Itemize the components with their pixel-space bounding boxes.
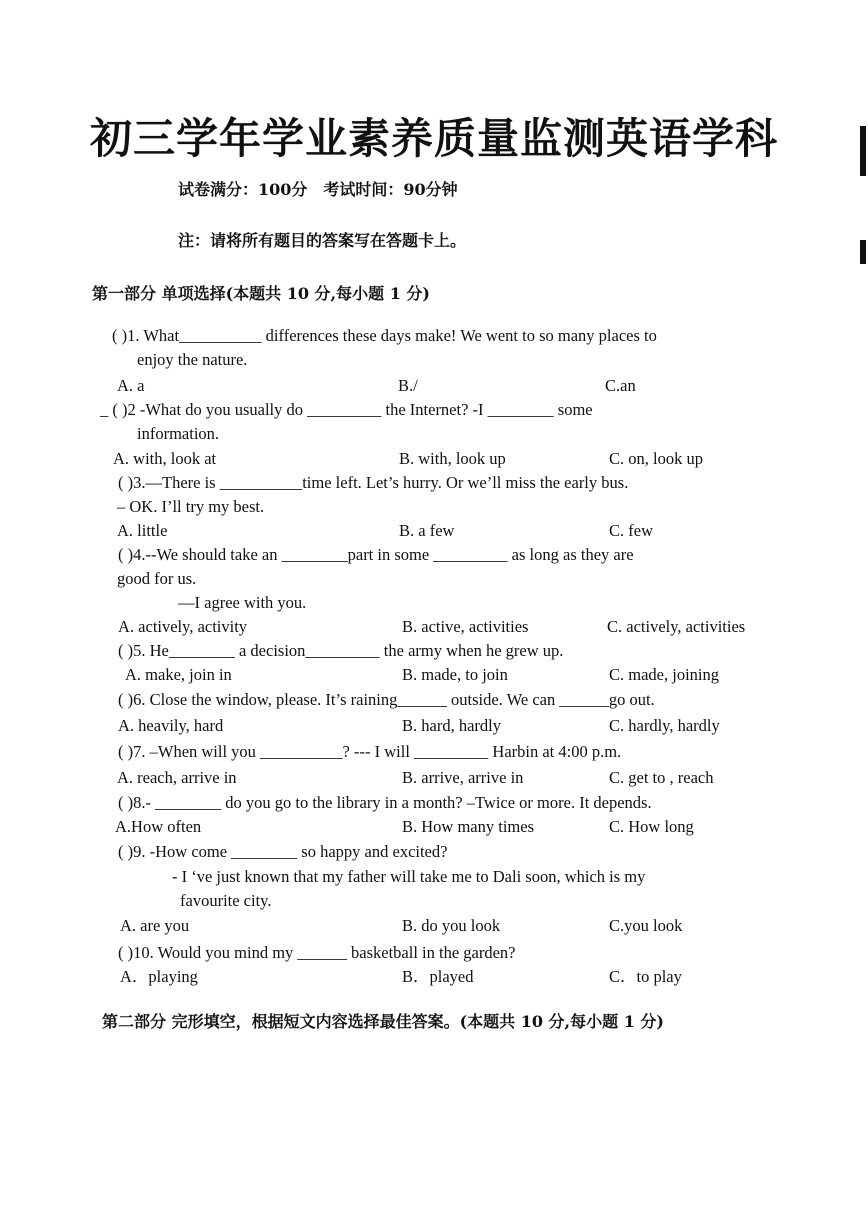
question-4-line-3: —I agree with you.: [178, 593, 307, 612]
question-10-option-b: B．played: [402, 967, 474, 986]
part1-heading: 第一部分 单项选择(本题共 10 分,每小题 1 分): [92, 284, 430, 303]
question-8-option-a: A.How often: [115, 817, 202, 836]
question-9-line-1: ( )9. -How come ________ so happy and excited?: [118, 842, 448, 861]
question-6-option-c: C. hardly, hardly: [609, 716, 720, 735]
part2-heading: 第二部分 完形填空，根据短文内容选择最佳答案。(本题共 10 分,每小题 1 分): [102, 1012, 664, 1031]
question-1-line-1: ( )1. What__________ differences these days make! We went to so many places to: [112, 326, 657, 345]
question-7-option-c: C. get to , reach: [609, 768, 714, 787]
question-5-option-b: B. made, to join: [402, 665, 508, 684]
exam-title: 初三学年学业素养质量监测英语学科: [90, 114, 779, 163]
question-5-line-1: ( )5. He________ a decision_________ the army when he grew up.: [118, 641, 564, 660]
question-8-option-b: B. How many times: [402, 817, 534, 836]
question-2-option-a: A. with, look at: [113, 449, 217, 468]
question-3-option-b: B. a few: [399, 521, 455, 540]
question-9-line-2: - I ‘ve just known that my father will take me to Dali soon, which is my: [172, 867, 646, 886]
question-1-option-c: C.an: [605, 376, 636, 395]
question-2-option-c: C. on, look up: [609, 449, 703, 468]
question-1-line-2: enjoy the nature.: [137, 350, 248, 369]
question-6-option-b: B. hard, hardly: [402, 716, 501, 735]
question-10-line-1: ( )10. Would you mind my ______ basketball in the garden?: [118, 943, 516, 962]
question-9-option-a: A. are you: [120, 916, 190, 935]
question-2-line-2: information.: [137, 424, 220, 443]
question-9-line-3: favourite city.: [180, 891, 272, 910]
question-2-option-b: B. with, look up: [399, 449, 506, 468]
question-4-line-2: good for us.: [117, 569, 197, 588]
question-7-option-b: B. arrive, arrive in: [402, 768, 524, 787]
question-7-option-a: A. reach, arrive in: [117, 768, 237, 787]
exam-meta: 试卷满分：100分 考试时间：90分钟: [178, 180, 458, 199]
scan-edge-mark-bottom: [860, 240, 866, 264]
question-3-line-2: – OK. I’ll try my best.: [117, 497, 265, 516]
exam-note: 注：请将所有题目的答案写在答题卡上。: [178, 231, 467, 250]
question-10-option-a: A．playing: [120, 967, 198, 986]
question-4-option-a: A. actively, activity: [118, 617, 248, 636]
question-5-option-c: C. made, joining: [609, 665, 719, 684]
question-4-option-b: B. active, activities: [402, 617, 529, 636]
question-1-option-a: A. a: [117, 376, 145, 395]
question-6-option-a: A. heavily, hard: [118, 716, 224, 735]
question-2-line-1: _ ( )2 -What do you usually do _________ the Internet? -I ________ some: [100, 400, 593, 419]
question-4-line-1: ( )4.--We should take an ________part in some _________ as long as they are: [118, 545, 634, 564]
question-8-line-1: ( )8.- ________ do you go to the library in a month? –Twice or more. It depends.: [118, 793, 652, 812]
question-8-option-c: C. How long: [609, 817, 694, 836]
question-5-option-a: A. make, join in: [125, 665, 232, 684]
question-7-line-1: ( )7. –When will you __________? --- I will _________ Harbin at 4:00 p.m.: [118, 742, 622, 761]
scan-edge-mark-top: [860, 126, 866, 176]
question-9-option-c: C.you look: [609, 916, 683, 935]
question-1-option-b: B./: [398, 376, 418, 395]
question-3-option-c: C. few: [609, 521, 653, 540]
question-3-option-a: A. little: [117, 521, 168, 540]
question-6-line-1: ( )6. Close the window, please. It’s raining______ outside. We can ______go out.: [118, 690, 655, 709]
question-3-line-1: ( )3.—There is __________time left. Let’s hurry. Or we’ll miss the early bus.: [118, 473, 629, 492]
question-4-option-c: C. actively, activities: [607, 617, 746, 636]
question-9-option-b: B. do you look: [402, 916, 501, 935]
question-10-option-c: C．to play: [609, 967, 682, 986]
